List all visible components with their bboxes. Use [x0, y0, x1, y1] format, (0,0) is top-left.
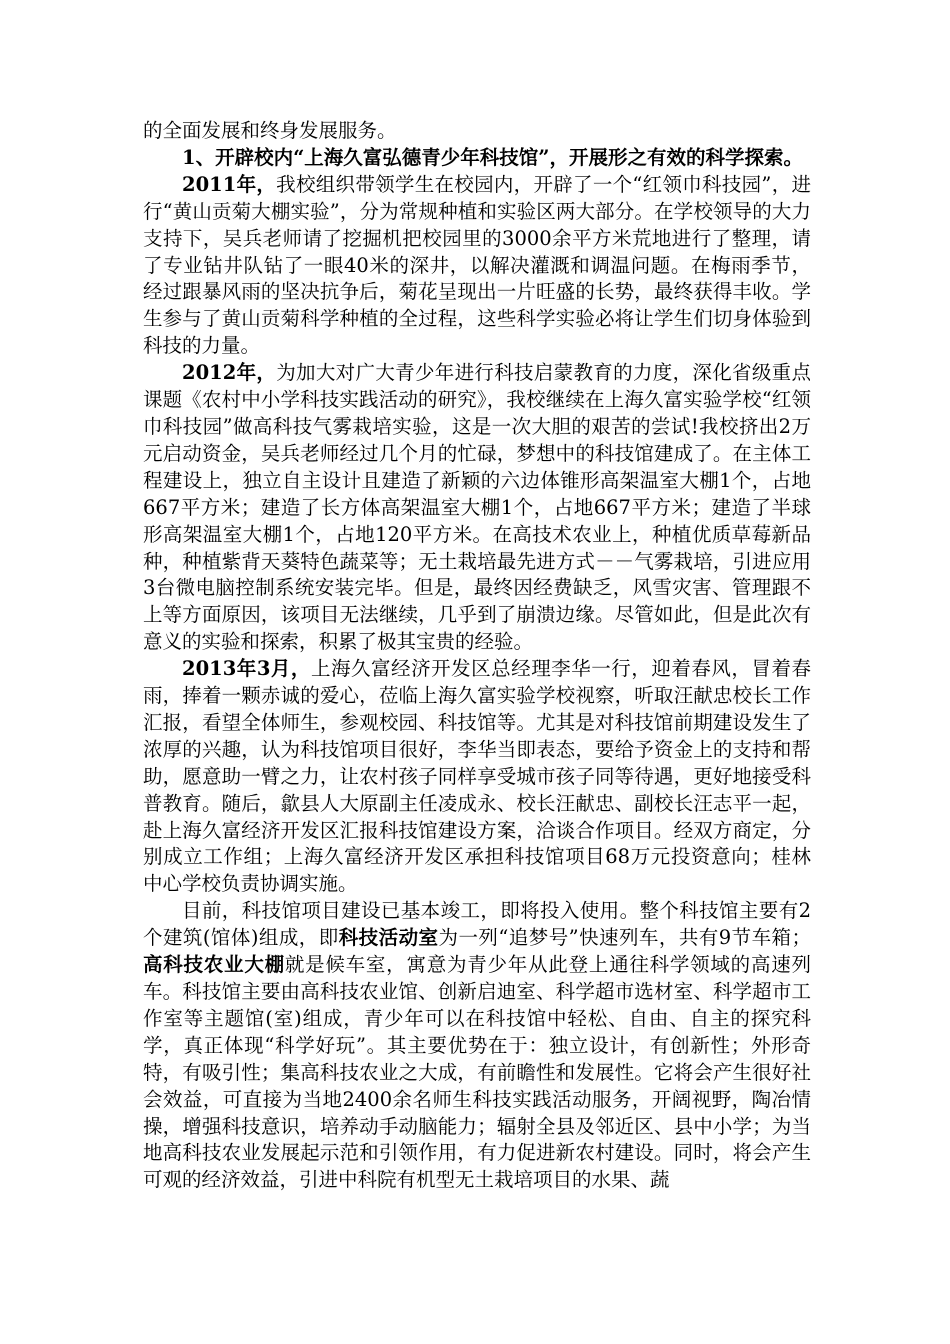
year-2012-label: 2012年，: [182, 361, 277, 385]
paragraph-2011: [143, 172, 811, 360]
paragraph-2013-text: 上海久富经济开发区总经理李华一行，迎着春风，冒着春雨，捧着一颗赤诚的爱心，莅临上海久富实验学校视察，听取汪献忠校长工作汇报，看望全体师生，参观校园、科技馆等。尤其是对科技馆前期建设发生了浓厚的兴趣，认为科技馆项目很好，李华当即表态，要给予资金上的支持和帮助，愿意助一臂之力，让农村孩子同样享受城市孩子同等待遇，更好地接受科普教育。随后，歙县人大原副主任凌成永、校长汪献忠、副校长汪志平一起，赴上海久富经济开发区汇报科技馆建设方案，洽谈合作项目。经双方商定，分别成立工作组；上海久富经济开发区承担科技馆项目68万元投资意向；桂林中心学校负责协调实施。: [143, 657, 811, 896]
paragraph-2012-text: 为加大对广大青少年进行科技启蒙教育的力度，深化省级重点课题《农村中小学科技实践活动的研究》，我校继续在上海久富实验学校“红领巾科技园”做高科技气雾栽培实验，这是一次大胆的艰苦的尝试!我校挤出2万元启动资金，吴兵老师经过几个月的忙碌，梦想中的科技馆建成了。在主体工程建设上，独立自主设计且建造了新颖的六边体锥形高架温室大棚1个，占地667平方米；建造了长方体高架温室大棚1个，占地667平方米；建造了半球形高架温室大棚1个，占地120平方米。在高技术农业上，种植优质草莓新品种，种植紫背天葵特色蔬菜等；无土栽培最先进方式－－气雾栽培，引进应用3台微电脑控制系统安装完毕。但是，最终因经费缺乏，风雪灾害、管理跟不上等方面原因，该项目无法继续，几乎到了崩溃边缘。尽管如此，但是此次有意义的实验和探索，积累了极其宝贵的经验。: [143, 361, 811, 654]
paragraph-current-part2: 为一列“追梦号”快速列车，共有9节车箱；: [438, 926, 811, 950]
activity-room-term: 科技活动室: [338, 926, 439, 950]
paragraph-2011-text: 我校组织带领学生在校园内，开辟了一个“红领巾科技园”，进行“黄山贡菊大棚实验”，分为常规种植和实验区两大部分。在学校领导的大力支持下，吴兵老师请了挖掘机把校园里的3000余平方米荒地进行了整理，请了专业钻井队钻了一眼40米的深井，以解决灌溉和调温问题。在梅雨季节，经过跟暴风雨的坚决抗争后，菊花呈现出一片旺盛的长势，最终获得丰收。学生参与了黄山贡菊科学种植的全过程，这些科学实验必将让学生们切身体验到科技的力量。: [143, 172, 811, 358]
section-heading-text: 1、开辟校内“上海久富弘德青少年科技馆”，开展形之有效的科学探索。: [182, 145, 804, 169]
year-2013-label: 2013年3月，: [182, 657, 311, 681]
year-2011-label: 2011年，: [182, 172, 277, 196]
paragraph-current-part1: 目前，科技馆项目建设已基本竣工，即将投入使用。整个科技馆主要有2个建筑(馆体)组成，即: [143, 899, 811, 950]
intro-line: 的全面发展和终身发展服务。: [143, 119, 397, 142]
document-page: [143, 118, 811, 1194]
paragraph-current-part3: 就是候车室，寓意为青少年从此登上通往科学领域的高速列车。科技馆主要由高科技农业馆、创新启迪室、科学超市选材室、科学超市工作室等主题馆(室)组成，青少年可以在科技馆中轻松、自由、自主的探究科学，真正体现“科学好玩”。其主要优势在于：独立设计，有创新性；外形奇特，有吸引性；集高科技农业之大成，有前瞻性和发展性。它将会产生很好社会效益，可直接为当地2400余名师生科技实践活动服务，开阔视野，陶冶情操，增强科技意识，培养动手动脑能力；辐射全县及邻近区、县中小学；为当地高科技农业发展起示范和引领作用，有力促进新农村建设。同时，将会产生可观的经济效益，引进中科院有机型无土栽培项目的水果、蔬: [143, 953, 811, 1192]
greenhouse-term: 高科技农业大棚: [143, 953, 285, 977]
paragraph-2012: [143, 360, 811, 656]
paragraph-2013: [143, 656, 811, 898]
section-heading: [143, 145, 811, 172]
paragraph-current: [143, 898, 811, 1194]
